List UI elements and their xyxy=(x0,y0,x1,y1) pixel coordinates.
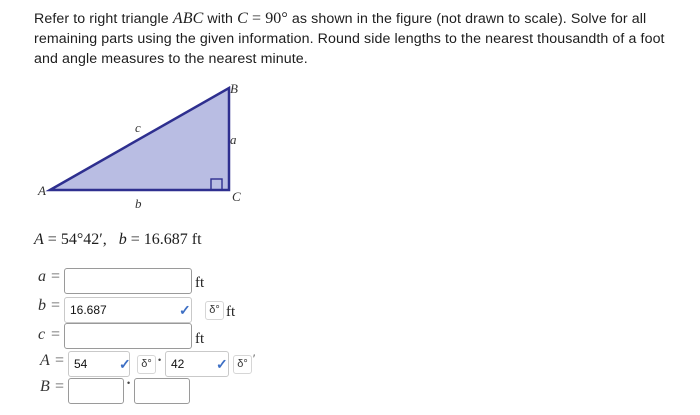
degree-symbol-button[interactable]: δ° xyxy=(205,301,224,320)
side-a-input[interactable] xyxy=(64,268,192,294)
angle-var: C xyxy=(237,10,248,27)
equals-sign: = xyxy=(247,10,266,27)
angle-value: 90° xyxy=(265,10,288,27)
answer-c-equals: = xyxy=(51,326,61,343)
problem-text-3: as shown in the figure (not drawn to scale). Solve for all remaining parts using the given information. Round side lengths to the nearest thousandth of a foot and angle measures to the nearest minute. xyxy=(34,11,665,67)
degree-dot: • xyxy=(127,378,131,388)
problem-text-1: Refer to right triangle xyxy=(34,11,173,27)
side-b-unit: ft xyxy=(226,304,236,320)
side-c-input[interactable] xyxy=(64,323,192,349)
vertex-label-c: C xyxy=(232,189,241,204)
side-a-unit: ft xyxy=(195,275,205,291)
side-label-c: c xyxy=(135,120,141,135)
problem-text-2: with xyxy=(203,11,238,27)
given-side-var: b xyxy=(118,231,127,248)
vertex-label-a: A xyxy=(38,183,46,198)
given-angle-var: A xyxy=(34,231,44,248)
answer-a-equals: = xyxy=(51,268,61,285)
degree-symbol-button[interactable]: δ° xyxy=(137,355,156,374)
side-label-b: b xyxy=(135,196,142,211)
minute-symbol: ′ xyxy=(253,353,256,365)
triangle-shape xyxy=(50,88,229,190)
degree-dot: • xyxy=(158,355,162,365)
check-icon: ✓ xyxy=(119,356,131,372)
vertex-label-b: B xyxy=(230,81,238,96)
given-side-value: 16.687 ft xyxy=(143,231,202,248)
side-label-a: a xyxy=(230,132,237,147)
given-info: A = 54°42′, b = 16.687 ft xyxy=(34,231,202,248)
angle-b-minutes-input[interactable] xyxy=(134,378,190,404)
answer-angle-b-equals: = xyxy=(55,378,65,395)
check-icon: ✓ xyxy=(216,356,228,372)
side-b-input[interactable] xyxy=(64,297,192,323)
angle-b-degrees-input[interactable] xyxy=(68,378,124,404)
answer-b-equals: = xyxy=(51,297,61,314)
check-icon: ✓ xyxy=(179,302,191,318)
answer-angle-a-equals: = xyxy=(55,352,65,369)
answer-angle-b-label: B xyxy=(40,378,50,395)
triangle-name: ABC xyxy=(172,10,204,27)
answer-angle-a-label: A xyxy=(40,352,50,369)
answer-a-label: a xyxy=(38,268,46,285)
answer-c-label: c xyxy=(38,326,46,343)
degree-symbol-button[interactable]: δ° xyxy=(233,355,252,374)
side-c-unit: ft xyxy=(195,331,205,347)
answer-b-label: b xyxy=(38,297,46,314)
given-angle-value: 54°42′, xyxy=(60,231,107,248)
